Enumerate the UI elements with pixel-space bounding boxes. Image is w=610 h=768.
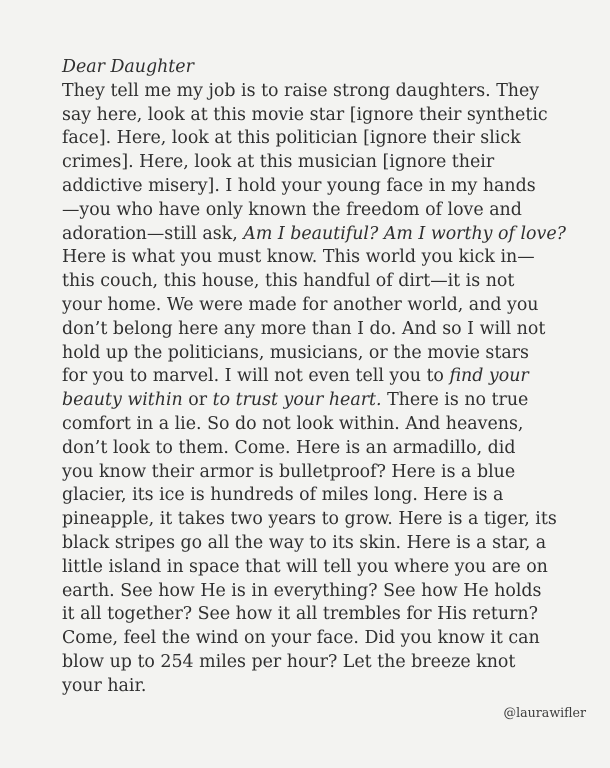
poem-line bbox=[62, 389, 562, 413]
poem-text: There is no true bbox=[381, 390, 529, 411]
poem-text: your hair. bbox=[62, 675, 147, 696]
poem-line bbox=[62, 270, 562, 294]
poem-italic-text: Am I beautiful? Am I worthy of love? bbox=[243, 223, 566, 244]
poem-line bbox=[62, 151, 562, 175]
poem-line bbox=[62, 223, 566, 247]
poem-text: your home. We were made for another world, and you bbox=[62, 294, 539, 315]
poem-italic-text: find your bbox=[449, 366, 529, 387]
poem-line bbox=[62, 580, 562, 604]
poem-line bbox=[62, 627, 562, 651]
poem-line bbox=[62, 294, 562, 318]
poem-text: adoration—still ask, bbox=[62, 223, 244, 244]
poem-line bbox=[62, 80, 562, 104]
poem-text: addictive misery]. I hold your young face in my hands bbox=[62, 175, 536, 196]
poem-text: don’t belong here any more than I do. And so I will not bbox=[62, 318, 546, 339]
poem-line bbox=[62, 508, 562, 532]
poem-text: earth. See how He is in everything? See how He holds bbox=[62, 580, 542, 601]
poem-line bbox=[62, 342, 562, 366]
poem-line bbox=[62, 461, 562, 485]
poem-body bbox=[62, 56, 566, 699]
poem-text: blow up to 254 miles per hour? Let the breeze knot bbox=[62, 651, 516, 672]
poem-text: you know their armor is bulletproof? Here is a blue bbox=[62, 461, 516, 482]
poem-line bbox=[62, 246, 562, 270]
poem-line bbox=[62, 484, 562, 508]
poem-text: this couch, this house, this handful of dirt—it is not bbox=[62, 271, 515, 292]
poem-text: crimes]. Here, look at this musician [ignore their bbox=[62, 152, 495, 173]
poem-text: face]. Here, look at this politician [ignore their slick bbox=[62, 128, 521, 149]
poem-lines bbox=[62, 80, 566, 699]
poem-line bbox=[62, 365, 562, 389]
poem-text: for you to marvel. I will not even tell you to bbox=[62, 366, 450, 387]
poem-title: Dear Daughter bbox=[62, 57, 194, 77]
poem-text: it all together? See how it all trembles for His return? bbox=[62, 604, 538, 625]
poem-line bbox=[62, 556, 562, 580]
poem-line bbox=[62, 651, 562, 675]
poem-text: hold up the politicians, musicians, or the movie stars bbox=[62, 342, 529, 363]
poem-text: pineapple, it takes two years to grow. Here is a tiger, its bbox=[62, 509, 557, 530]
poem-text: black stripes go all the way to its skin. Here is a star, a bbox=[62, 532, 547, 553]
poem-text: comfort in a lie. So do not look within. And heavens, bbox=[62, 413, 524, 434]
poem-line bbox=[62, 603, 562, 627]
poem-text: or bbox=[182, 390, 213, 411]
poem-line bbox=[62, 675, 562, 699]
poem-line bbox=[62, 127, 562, 151]
poem-line bbox=[62, 175, 562, 199]
poem-line bbox=[62, 532, 562, 556]
poem-text: —you who have only known the freedom of love and bbox=[62, 199, 522, 220]
poem-italic-text: beauty within bbox=[62, 390, 183, 411]
poem-text: little island in space that will tell you where you are on bbox=[62, 556, 548, 577]
author-handle: @laurawifler bbox=[503, 705, 586, 720]
poem-text: They tell me my job is to raise strong daughters. They bbox=[62, 80, 540, 101]
poem-text: glacier, its ice is hundreds of miles long. Here is a bbox=[62, 485, 504, 506]
poem-line bbox=[62, 413, 562, 437]
poem-text: say here, look at this movie star [ignore their synthetic bbox=[62, 104, 548, 125]
poem-line bbox=[62, 199, 562, 223]
poem-line bbox=[62, 104, 562, 128]
poem-text: don’t look to them. Come. Here is an armadillo, did bbox=[62, 437, 516, 458]
poem-italic-text: to trust your heart. bbox=[212, 390, 382, 411]
poem-text: Come, feel the wind on your face. Did you know it can bbox=[62, 628, 540, 649]
poem-line bbox=[62, 437, 562, 461]
poem-line bbox=[62, 318, 562, 342]
poem-text: Here is what you must know. This world you kick in— bbox=[62, 247, 535, 268]
